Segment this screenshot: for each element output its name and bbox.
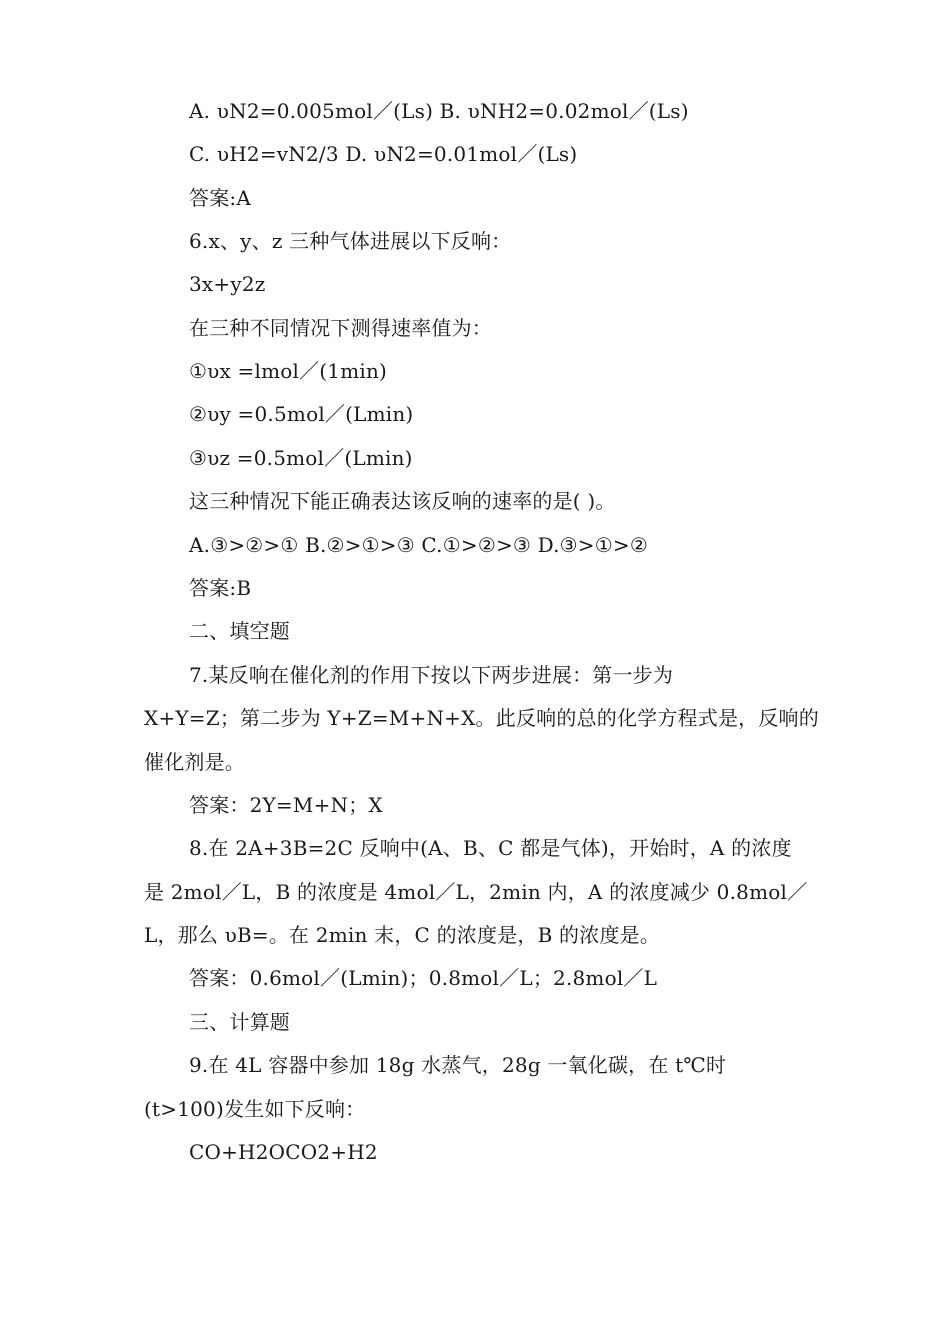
text-line-question-7: 7.某反响在催化剂的作用下按以下两步进展：第一步为 — [189, 663, 674, 687]
text-line-answer-5: 答案:A — [189, 186, 251, 210]
text-line-question-6: 6.x、y、z 三种气体进展以下反响： — [189, 229, 512, 253]
text-line-answer-6: 答案:B — [189, 576, 252, 600]
section-heading-fill-in: 二、填空题 — [189, 619, 290, 643]
text-line-answer-7: 答案：2Y=M+N；X — [189, 793, 383, 817]
text-line-equation-9: CO+H2OCO2+H2 — [189, 1140, 378, 1164]
text-line-question-stem: 这三种情况下能正确表达该反响的速率的是( )。 — [189, 489, 616, 513]
text-line-options-6: A.③>②>① B.②>①>③ C.①>②>③ D.③>①>② — [189, 533, 648, 557]
text-line-rate-2: ②υy =0.5mol／(Lmin) — [189, 402, 414, 426]
text-line-rate-1: ①υx =lmol／(1min) — [189, 359, 388, 383]
text-line-option-cd: C. υH2=vN2/3 D. υN2=0.01mol／(Ls) — [189, 142, 578, 166]
text-line-question-8: 8.在 2A+3B=2C 反响中(A、B、C 都是气体)，开始时，A 的浓度 — [189, 836, 792, 860]
text-line-equation: 3x+y2z — [189, 272, 266, 296]
text-line-rate-3: ③υz =0.5mol／(Lmin) — [189, 446, 413, 470]
text-line-option-ab: A. υN2=0.005mol／(Ls) B. υNH2=0.02mol／(Ls) — [189, 99, 689, 123]
text-line-question-7-cont: X+Y=Z；第二步为 Y+Z=M+N+X。此反响的总的化学方程式是，反响的 — [144, 706, 819, 730]
text-line-question-9-cont: (t>100)发生如下反响： — [144, 1097, 366, 1121]
section-heading-calculation: 三、计算题 — [189, 1010, 290, 1034]
text-line-answer-8: 答案：0.6mol／(Lmin)；0.8mol／L；2.8mol／L — [189, 966, 658, 990]
text-line-conditions: 在三种不同情况下测得速率值为： — [189, 316, 492, 340]
text-line-question-7-end: 催化剂是。 — [144, 750, 245, 774]
text-line-question-8-cont: 是 2mol／L，B 的浓度是 4mol／L，2min 内，A 的浓度减少 0.8mol／ — [144, 880, 808, 904]
text-line-question-8-end: L，那么 υB=。在 2min 末，C 的浓度是，B 的浓度是。 — [144, 923, 661, 947]
text-line-question-9: 9.在 4L 容器中参加 18g 水蒸气，28g 一氧化碳，在 t℃时 — [189, 1053, 727, 1077]
